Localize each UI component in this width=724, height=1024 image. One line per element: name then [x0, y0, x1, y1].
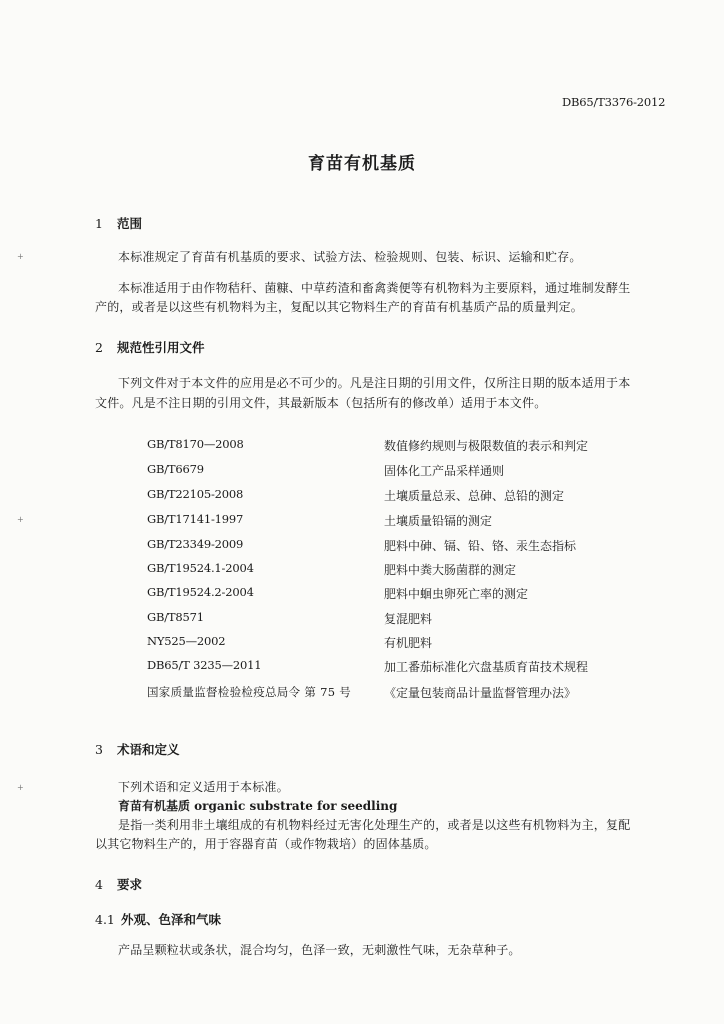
document-title: 育苗有机基质	[308, 154, 416, 174]
term-label: 育苗有机基质 organic substrate for seedling	[118, 799, 398, 813]
reference-code: GB/T23349-2009	[147, 537, 244, 551]
section-number: 1	[95, 216, 103, 231]
term-definition-line-1: 是指一类利用非土壤组成的有机物料经过无害化处理生产的，或者是以这些有机物料为主，复配	[118, 818, 631, 832]
reference-code: GB/T8571	[147, 610, 204, 624]
reference-title: 固体化工产品采样通则	[384, 464, 505, 478]
section-heading-normative	[95, 338, 205, 356]
reference-code: DB65/T 3235—2011	[147, 658, 262, 672]
terms-intro: 下列术语和定义适用于本标准。	[118, 780, 289, 794]
reference-title: 土壤质量总汞、总砷、总铅的测定	[384, 489, 565, 503]
reference-code: GB/T19524.1-2004	[147, 561, 254, 575]
subsection-number: 4.1	[95, 912, 115, 927]
section-heading-requirements	[95, 875, 142, 893]
reference-code: GB/T6679	[147, 462, 204, 476]
reference-code: NY525—2002	[147, 634, 226, 648]
reference-code: GB/T22105-2008	[147, 487, 244, 501]
standard-code: DB65/T3376-2012	[562, 95, 666, 109]
section-heading-scope	[95, 214, 142, 232]
normative-paragraph-line-2: 文件。凡是不注日期的引用文件，其最新版本（包括所有的修改单）适用于本文件。	[95, 396, 547, 410]
scope-paragraph-2-line-2: 产的，或者是以这些有机物料为主，复配以其它物料生产的育苗有机基质产品的质量判定。	[95, 300, 584, 314]
reference-title: 土壤质量铅镉的测定	[384, 514, 493, 528]
reference-title: 肥料中砷、镉、铅、铬、汞生态指标	[384, 539, 577, 553]
section-title: 术语和定义	[117, 742, 180, 757]
reference-code: 国家质量监督检验检疫总局令 第 75 号	[147, 685, 352, 699]
appearance-text: 产品呈颗粒状或条状，混合均匀，色泽一致，无刺激性气味，无杂草种子。	[118, 943, 521, 957]
reference-code: GB/T19524.2-2004	[147, 585, 254, 599]
reference-title: 有机肥料	[384, 636, 433, 650]
section-number: 3	[95, 742, 103, 757]
scope-paragraph-2-line-1: 本标准适用于由作物秸秆、菌糠、中草药渣和畜禽粪便等有机物料为主要原料，通过堆制发酵生	[118, 281, 631, 295]
reference-title: 肥料中蛔虫卵死亡率的测定	[384, 587, 529, 601]
section-title: 规范性引用文件	[117, 340, 205, 355]
section-title: 范围	[117, 216, 143, 231]
margin-mark: +	[17, 252, 24, 261]
reference-title: 肥料中粪大肠菌群的测定	[384, 563, 517, 577]
section-heading-terms	[95, 740, 180, 758]
section-number: 4	[95, 877, 103, 892]
reference-title: 数值修约规则与极限数值的表示和判定	[384, 439, 589, 453]
reference-code: GB/T8170—2008	[147, 437, 244, 451]
reference-code: GB/T17141-1997	[147, 512, 244, 526]
reference-title: 《定量包装商品计量监督管理办法》	[384, 686, 577, 700]
section-title: 要求	[117, 877, 143, 892]
scope-paragraph-1: 本标准规定了育苗有机基质的要求、试验方法、检验规则、包装、标识、运输和贮存。	[118, 250, 582, 264]
subsection-heading-appearance	[95, 910, 221, 928]
margin-mark: +	[17, 783, 24, 792]
subsection-title: 外观、色泽和气味	[121, 912, 222, 927]
term-definition-line-2: 以其它物料生产的，用于容器育苗（或作物栽培）的固体基质。	[95, 837, 437, 851]
reference-title: 加工番茄标准化穴盘基质育苗技术规程	[384, 660, 589, 674]
margin-mark: +	[17, 515, 24, 524]
normative-paragraph-line-1: 下列文件对于本文件的应用是必不可少的。凡是注日期的引用文件，仅所注日期的版本适用于本	[118, 376, 631, 390]
section-number: 2	[95, 340, 103, 355]
reference-title: 复混肥料	[384, 612, 433, 626]
